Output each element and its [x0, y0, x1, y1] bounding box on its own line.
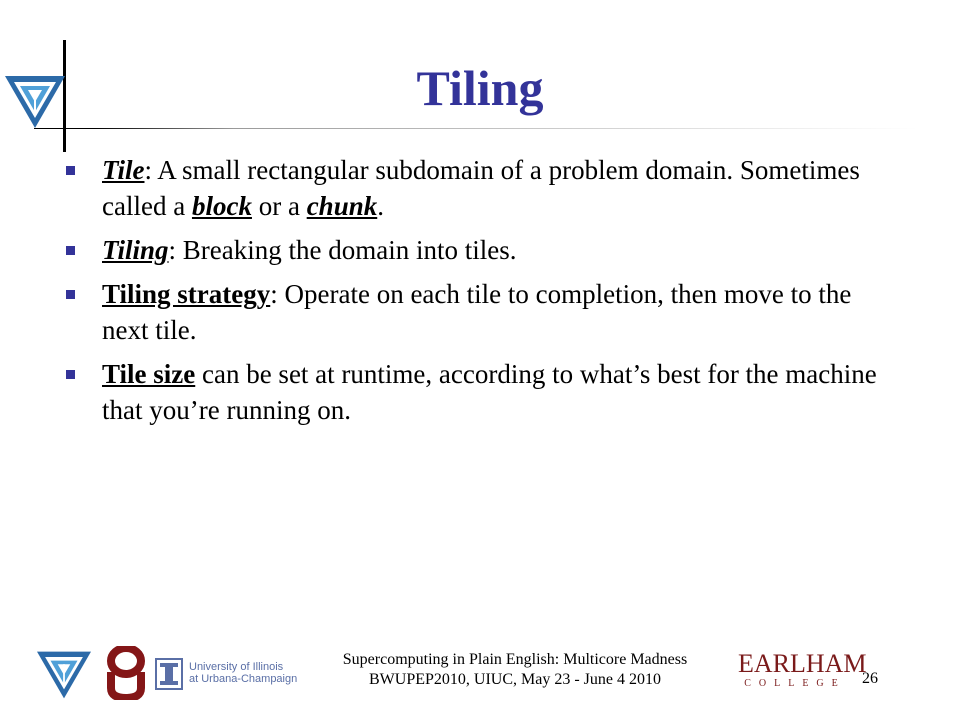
uiuc-line-1: University of Illinois [189, 661, 284, 673]
earlham-sub: COLLEGE [744, 678, 846, 689]
slide-title: Tiling [416, 60, 544, 116]
earlham-name: EARLHAM [738, 649, 867, 678]
uiuc-wordmark [189, 661, 297, 685]
bullet-text: : Operate on each tile to completion, then move to the next tile. [102, 279, 852, 345]
bullet-square-icon [66, 370, 75, 379]
ou-logo-icon [104, 646, 148, 700]
triangle-logo-icon [34, 648, 94, 702]
bullet-item [66, 232, 886, 268]
footer-line-1: Supercomputing in Plain English: Multicore Madness [342, 651, 688, 668]
bullet-square-icon [66, 246, 75, 255]
bullet-item [66, 152, 886, 224]
bullet-text: . [377, 191, 384, 221]
term: block [191, 191, 252, 221]
bullet-square-icon [66, 166, 75, 175]
uiuc-line-2: at Urbana-Champaign [189, 673, 298, 685]
bullet-item [66, 356, 886, 428]
bullet-text: can be set at runtime, according to what’s best for the machine that you’re running on. [102, 359, 877, 425]
bullet-text: or a [251, 191, 307, 221]
footer-caption [300, 650, 730, 690]
term: Tiling [102, 235, 169, 265]
horizontal-rule [34, 128, 918, 129]
bullet-list [66, 152, 886, 436]
bullet-square-icon [66, 290, 75, 299]
bullet-item [66, 276, 886, 348]
term: Tile size [102, 359, 196, 389]
bullet-text: : Breaking the domain into tiles. [168, 235, 517, 265]
footer-line-2: BWUPEP2010, UIUC, May 23 - June 4 2010 [369, 671, 661, 688]
bullet-text: : A small rectangular subdomain of a problem domain. Sometimes called a [102, 155, 860, 221]
illinois-logo-icon [155, 658, 183, 690]
page-number: 26 [862, 670, 878, 687]
term: Tile [102, 155, 145, 185]
earlham-logo [738, 649, 867, 690]
term: Tiling strategy [102, 279, 271, 309]
term: chunk [306, 191, 378, 221]
